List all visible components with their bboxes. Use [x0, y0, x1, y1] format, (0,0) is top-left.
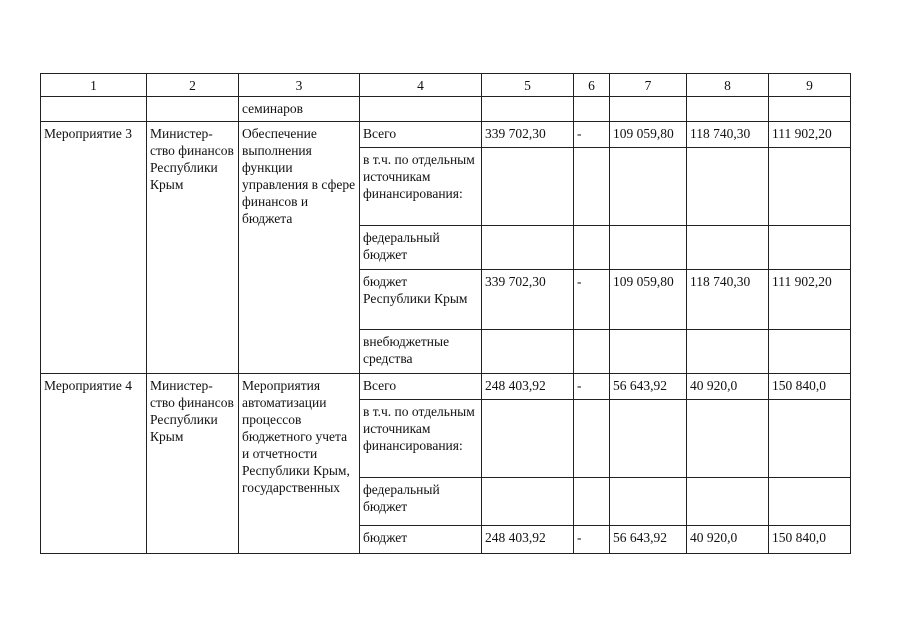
value-col5	[482, 148, 574, 226]
funding-source: Всего	[360, 122, 482, 148]
value-col9: 111 902,20	[769, 270, 851, 330]
value-col8	[687, 330, 769, 374]
value-col7: 109 059,80	[610, 122, 687, 148]
activity-name: Мероприятие 3	[41, 122, 147, 374]
value-col9	[769, 478, 851, 526]
value-col7	[610, 400, 687, 478]
value-col9	[769, 226, 851, 270]
value-col8: 118 740,30	[687, 270, 769, 330]
empty-cell	[769, 97, 851, 122]
table-row	[41, 122, 851, 148]
header-cell-1: 1	[41, 74, 147, 97]
value-col8: 40 920,0	[687, 526, 769, 554]
header-cell-2: 2	[147, 74, 239, 97]
empty-cell	[360, 97, 482, 122]
value-col8	[687, 226, 769, 270]
header-cell-3: 3	[239, 74, 360, 97]
value-col8	[687, 400, 769, 478]
funding-source: бюджет	[360, 526, 482, 554]
header-cell-7: 7	[610, 74, 687, 97]
value-col8: 40 920,0	[687, 374, 769, 400]
value-col9: 111 902,20	[769, 122, 851, 148]
funding-source: бюджет Республики Крым	[360, 270, 482, 330]
value-col5: 339 702,30	[482, 270, 574, 330]
value-col7: 56 643,92	[610, 374, 687, 400]
continuation-text: семинаров	[239, 97, 360, 122]
funding-source: в т.ч. по отдельным источникам финансирования:	[360, 148, 482, 226]
header-cell-8: 8	[687, 74, 769, 97]
value-col9: 150 840,0	[769, 526, 851, 554]
value-col9	[769, 330, 851, 374]
value-col6: -	[574, 526, 610, 554]
value-col6: -	[574, 374, 610, 400]
empty-cell	[574, 97, 610, 122]
table-row-continuation	[41, 97, 851, 122]
header-cell-6: 6	[574, 74, 610, 97]
value-col9	[769, 148, 851, 226]
activity-name: Мероприятие 4	[41, 374, 147, 554]
funding-source: Всего	[360, 374, 482, 400]
empty-cell	[687, 97, 769, 122]
value-col5	[482, 226, 574, 270]
funding-source: федеральный бюджет	[360, 226, 482, 270]
funding-source: внебюджетные средства	[360, 330, 482, 374]
value-col6	[574, 400, 610, 478]
empty-cell	[147, 97, 239, 122]
activity-executor: Министер-ство финансов Республики Крым	[147, 122, 239, 374]
value-col8	[687, 148, 769, 226]
value-col6: -	[574, 270, 610, 330]
header-cell-5: 5	[482, 74, 574, 97]
activity-description: Мероприятия автоматизации процессов бюджетного учета и отчетности Республики Крым, государственных	[239, 374, 360, 554]
value-col7	[610, 478, 687, 526]
activity-executor: Министер-ство финансов Республики Крым	[147, 374, 239, 554]
empty-cell	[41, 97, 147, 122]
value-col6: -	[574, 122, 610, 148]
value-col7: 109 059,80	[610, 270, 687, 330]
value-col7	[610, 226, 687, 270]
funding-source: федеральный бюджет	[360, 478, 482, 526]
value-col6	[574, 478, 610, 526]
activity-description: Обеспечение выполнения функции управления в сфере финансов и бюджета	[239, 122, 360, 374]
value-col9	[769, 400, 851, 478]
budget-table	[40, 73, 851, 554]
empty-cell	[610, 97, 687, 122]
header-row	[41, 74, 851, 97]
value-col5	[482, 330, 574, 374]
value-col6	[574, 330, 610, 374]
value-col7: 56 643,92	[610, 526, 687, 554]
value-col6	[574, 148, 610, 226]
value-col5: 339 702,30	[482, 122, 574, 148]
value-col5	[482, 400, 574, 478]
value-col5	[482, 478, 574, 526]
header-cell-9: 9	[769, 74, 851, 97]
value-col8	[687, 478, 769, 526]
value-col9: 150 840,0	[769, 374, 851, 400]
empty-cell	[482, 97, 574, 122]
value-col8: 118 740,30	[687, 122, 769, 148]
value-col7	[610, 148, 687, 226]
funding-source: в т.ч. по отдельным источникам финансирования:	[360, 400, 482, 478]
value-col5: 248 403,92	[482, 374, 574, 400]
value-col5: 248 403,92	[482, 526, 574, 554]
value-col6	[574, 226, 610, 270]
value-col7	[610, 330, 687, 374]
table-row	[41, 374, 851, 400]
header-cell-4: 4	[360, 74, 482, 97]
